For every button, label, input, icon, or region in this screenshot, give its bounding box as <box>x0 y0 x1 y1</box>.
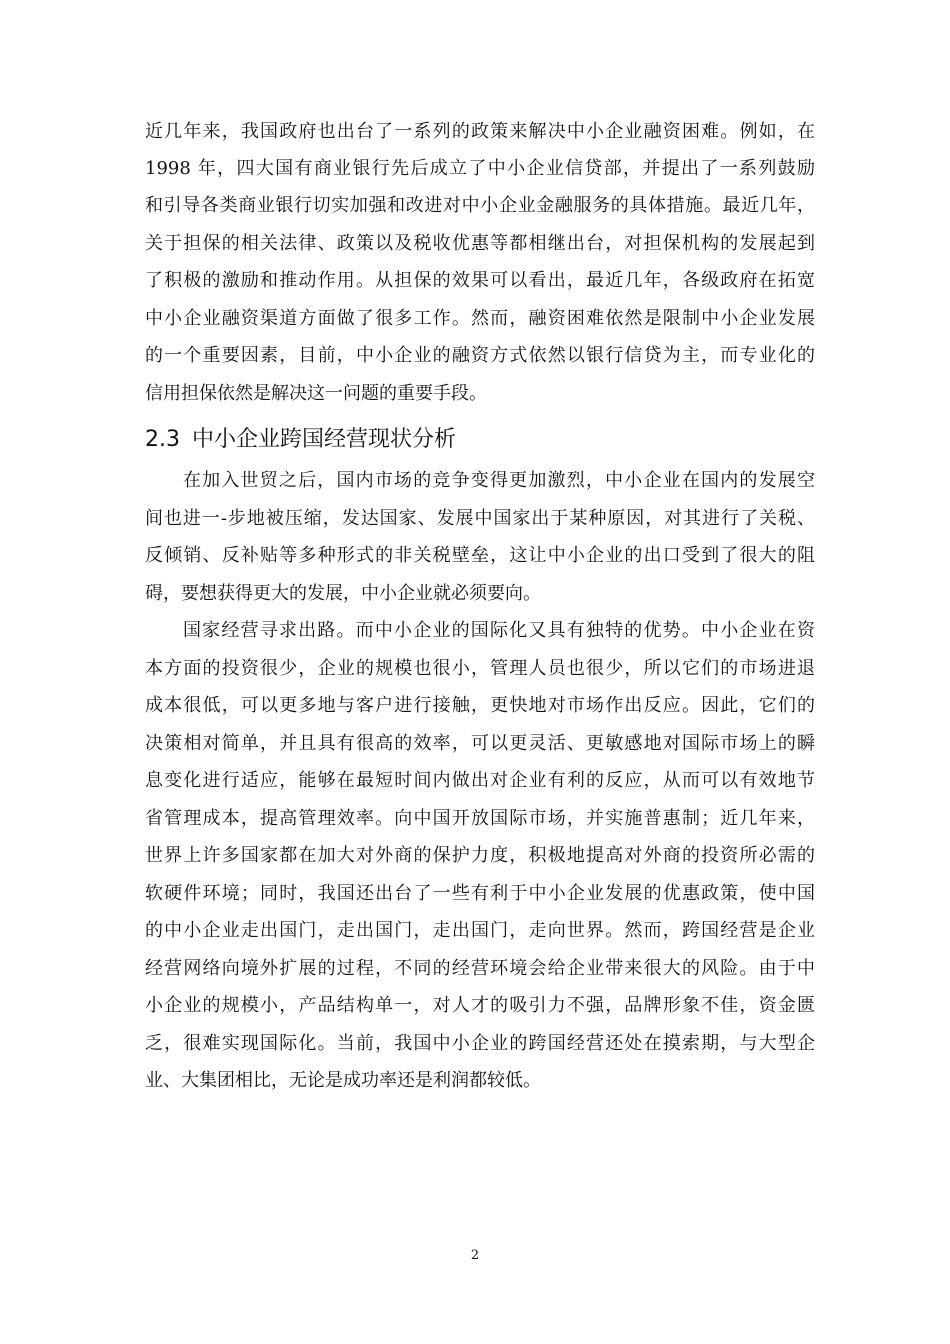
section-title: 中小企业跨国经营现状分析 <box>192 427 457 452</box>
body-line: 反倾销、反补贴等多种形式的非关税壁垒，这让中小企业的出口受到了很大的阻 <box>145 545 815 566</box>
body-line: 乏，很难实现国际化。当前，我国中小企业的跨国经营还处在摸索期，与大型企 <box>145 1033 815 1054</box>
body-line: 经营网络向境外扩展的过程，不同的经营环境会给企业带来很大的风险。由于中 <box>145 958 815 979</box>
body-line: 决策相对简单，并且具有很高的效率，可以更灵活、更敏感地对国际市场上的瞬 <box>145 733 815 754</box>
page-number: 2 <box>470 1248 480 1263</box>
body-line: 省管理成本，提高管理效率。向中国开放国际市场，并实施普惠制；近几年来， <box>145 808 815 829</box>
body-line: 1998 年，四大国有商业银行先后成立了中小企业信贷部，并提出了一系列鼓励 <box>145 158 815 179</box>
body-line: 软硬件环境；同时，我国还出台了一些有利于中小企业发展的优惠政策，使中国 <box>145 883 815 904</box>
body-line: 信用担保依然是解决这一问题的重要手段。 <box>145 383 487 404</box>
body-line: 世界上许多国家都在加大对外商的保护力度，积极地提高对外商的投资所必需的 <box>145 845 815 866</box>
body-line: 了积极的激励和推动作用。从担保的效果可以看出，最近几年，各级政府在拓宽 <box>145 270 815 291</box>
body-line: 碍，要想获得更大的发展，中小企业就必须要向。 <box>145 583 541 604</box>
body-line: 关于担保的相关法律、政策以及税收优惠等都相继出台，对担保机构的发展起到 <box>145 233 815 254</box>
body-line: 国家经营寻求出路。而中小企业的国际化又具有独特的优势。中小企业在资 <box>183 620 815 641</box>
body-line: 的中小企业走出国门，走出国门，走出国门，走向世界。然而，跨国经营是企业 <box>145 920 815 941</box>
body-line: 的一个重要因素，目前，中小企业的融资方式依然以银行信贷为主，而专业化的 <box>145 345 815 366</box>
body-line: 间也进一-步地被压缩，发达国家、发展中国家出于某种原因，对其进行了关税、 <box>145 508 815 529</box>
body-line: 近几年来，我国政府也出台了一系列的政策来解决中小企业融资困难。例如，在 <box>145 121 815 142</box>
body-line: 业、大集团相比，无论是成功率还是利润都较低。 <box>145 1070 541 1091</box>
body-line: 和引导各类商业银行切实加强和改进对中小企业金融服务的具体措施。最近几年， <box>145 195 815 216</box>
section-number: 2.3 <box>145 427 180 452</box>
section-heading <box>145 425 456 455</box>
body-line: 小企业的规模小，产品结构单一，对人才的吸引力不强，品牌形象不佳，资金匮 <box>145 995 815 1016</box>
body-line: 中小企业融资渠道方面做了很多工作。然而，融资困难依然是限制中小企业发展 <box>145 308 815 329</box>
body-line: 在加入世贸之后，国内市场的竞争变得更加激烈，中小企业在国内的发展空 <box>183 470 815 491</box>
body-line: 本方面的投资很少，企业的规模也很小，管理人员也很少，所以它们的市场进退 <box>145 658 815 679</box>
body-line: 成本很低，可以更多地与客户进行接触，更快地对市场作出反应。因此，它们的 <box>145 695 815 716</box>
body-line: 息变化进行适应，能够在最短时间内做出对企业有利的反应，从而可以有效地节 <box>145 770 815 791</box>
